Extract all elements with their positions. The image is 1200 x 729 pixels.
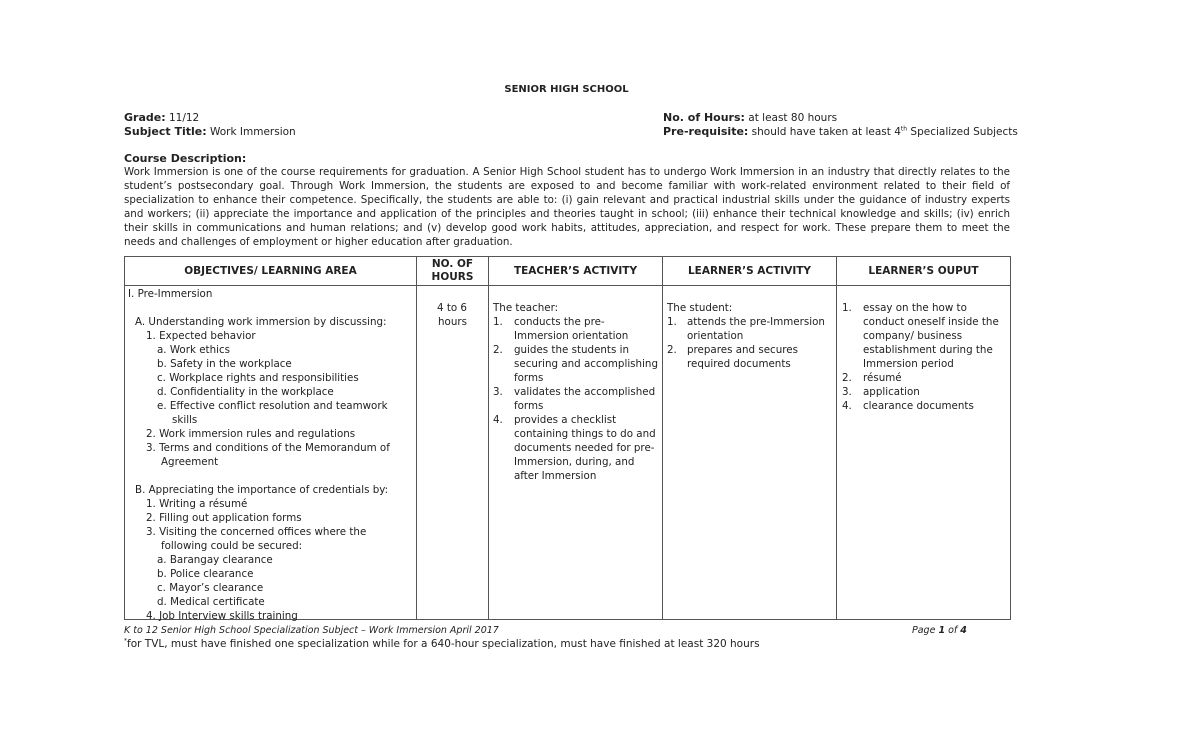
- table-row: [125, 286, 1011, 620]
- grade-row: [124, 111, 296, 125]
- teacher-line: provides a checklist: [514, 414, 617, 426]
- teacher-line: conducts the pre-: [514, 316, 605, 328]
- objective-line: b. Safety in the workplace: [157, 358, 292, 370]
- teacher-line: documents needed for pre-: [514, 442, 655, 454]
- output-line: Immersion period: [863, 358, 954, 370]
- teacher-line: containing things to do and: [514, 428, 656, 440]
- subject-value: Work Immersion: [209, 126, 296, 138]
- hours-line: 4 to 6: [437, 302, 467, 314]
- header-learner-output: LEARNER’S OUPUT: [837, 257, 1011, 286]
- teacher-activity-cell: [489, 286, 663, 620]
- objective-line: skills: [172, 414, 198, 426]
- prereq-row: [663, 125, 1018, 139]
- objective-line: a. Work ethics: [157, 344, 230, 356]
- learner-output-cell: [837, 286, 1011, 620]
- teacher-num: 4.: [493, 414, 503, 426]
- footer-left: K to 12 Senior High School Specialization Subject – Work Immersion April 2017: [124, 625, 499, 636]
- header-hours: NO. OF HOURS: [417, 257, 489, 286]
- learner-line: orientation: [687, 330, 744, 342]
- objective-line: 3. Terms and conditions of the Memorandum of: [146, 442, 390, 454]
- output-line: résumé: [863, 372, 902, 384]
- subject-label: Subject Title:: [124, 125, 207, 138]
- objective-line: d. Medical certificate: [157, 596, 265, 608]
- hours-label: No. of Hours:: [663, 111, 745, 124]
- prereq-sup: th: [900, 125, 908, 133]
- header-learner-activity: LEARNER’S ACTIVITY: [663, 257, 837, 286]
- learner-num: 1.: [667, 316, 677, 328]
- objective-line: 2. Work immersion rules and regulations: [146, 428, 356, 440]
- output-num: 1.: [842, 302, 852, 314]
- hours-line: hours: [438, 316, 467, 328]
- subject-row: [124, 125, 296, 139]
- grade-label: Grade:: [124, 111, 166, 124]
- course-description-text: Work Immersion is one of the course requirements for graduation. A Senior High School student has to undergo Work Immersion in an industry that directly relates to the student’s postsecondary goal. Through Work Immersion, the students are exposed to and become familiar with work-related environment related to their field of specialization to enhance their competence. Specifically, the students are able to: (i) gain relevant and practical industrial skills under the guidance of industry experts and workers; (ii) appreciate the importance and application of the principles and theories taught in school; (iii) enhance their technical knowledge and skills; (iv) enrich their skills in communications and human relations; and (v) develop good work habits, attitudes, appreciation, and respect for work. These prepare them to meet the needs and challenges of employment or higher education after graduation.: [124, 166, 1010, 248]
- objective-line: A. Understanding work immersion by discussing:: [135, 316, 387, 328]
- teacher-line: Immersion orientation: [514, 330, 629, 342]
- objective-line: 1. Writing a résumé: [146, 498, 248, 510]
- hours-cell: [417, 286, 489, 620]
- prereq-value: should have taken at least 4: [751, 126, 901, 138]
- objective-line: B. Appreciating the importance of credentials by:: [135, 484, 389, 496]
- objective-line: a. Barangay clearance: [157, 554, 273, 566]
- output-line: company/ business: [863, 330, 963, 342]
- page-indicator: [912, 624, 967, 638]
- teacher-line: after Immersion: [514, 470, 597, 482]
- table-header-row: [125, 257, 1011, 286]
- output-line: essay on the how to: [863, 302, 967, 314]
- objective-line: 3. Visiting the concerned offices where the: [146, 526, 367, 538]
- output-line: establishment during the: [863, 344, 993, 356]
- header-teacher-activity: TEACHER’S ACTIVITY: [489, 257, 663, 286]
- output-line: application: [863, 386, 920, 398]
- grade-value: 11/12: [168, 112, 200, 124]
- learner-activity-cell: [663, 286, 837, 620]
- page-label: Page: [912, 625, 939, 636]
- curriculum-table: [124, 256, 1011, 620]
- teacher-line: The teacher:: [493, 302, 559, 314]
- objective-line: 4. Job Interview skills training: [146, 610, 298, 622]
- hours-value: at least 80 hours: [748, 112, 838, 124]
- objective-line: e. Effective conflict resolution and teamwork: [157, 400, 388, 412]
- objective-line: I. Pre-Immersion: [128, 288, 213, 300]
- teacher-num: 2.: [493, 344, 503, 356]
- learner-line: prepares and secures: [687, 344, 798, 356]
- output-line: clearance documents: [863, 400, 974, 412]
- page-of: of: [945, 625, 961, 636]
- output-line: conduct oneself inside the: [863, 316, 999, 328]
- objective-line: d. Confidentiality in the workplace: [157, 386, 334, 398]
- learner-num: 2.: [667, 344, 677, 356]
- hours-row: [663, 111, 1018, 125]
- course-description-label: Course Description:: [124, 152, 247, 165]
- footnote: [124, 637, 760, 651]
- page-number: 1: [938, 625, 946, 636]
- objective-line: 2. Filling out application forms: [146, 512, 302, 524]
- objective-line: 1. Expected behavior: [146, 330, 256, 342]
- footnote-text: for TVL, must have finished one specialization while for a 640-hour specialization, must have finished at least 320 hours: [127, 638, 760, 650]
- teacher-line: guides the students in: [514, 344, 629, 356]
- objectives-cell: [125, 286, 417, 620]
- meta-left: [124, 111, 296, 139]
- prereq-label: Pre-requisite:: [663, 125, 749, 138]
- output-num: 2.: [842, 372, 852, 384]
- objective-line: c. Mayor’s clearance: [157, 582, 264, 594]
- document-title: SENIOR HIGH SCHOOL: [504, 84, 629, 95]
- teacher-num: 1.: [493, 316, 503, 328]
- output-num: 3.: [842, 386, 852, 398]
- prereq-value-post: Specialized Subjects: [907, 126, 1018, 138]
- teacher-line: validates the accomplished: [514, 386, 656, 398]
- teacher-line: forms: [514, 372, 544, 384]
- objective-line: b. Police clearance: [157, 568, 254, 580]
- header-objectives: OBJECTIVES/ LEARNING AREA: [125, 257, 417, 286]
- learner-line: attends the pre-Immersion: [687, 316, 825, 328]
- learner-line: required documents: [687, 358, 791, 370]
- teacher-num: 3.: [493, 386, 503, 398]
- objective-line: following could be secured:: [161, 540, 303, 552]
- objective-line: Agreement: [161, 456, 219, 468]
- teacher-line: Immersion, during, and: [514, 456, 635, 468]
- teacher-line: forms: [514, 400, 544, 412]
- footnote-marker: *: [124, 637, 127, 645]
- objective-line: c. Workplace rights and responsibilities: [157, 372, 359, 384]
- page-total: 4: [960, 625, 967, 636]
- learner-line: The student:: [667, 302, 733, 314]
- meta-right: [663, 111, 1018, 139]
- teacher-line: securing and accomplishing: [514, 358, 658, 370]
- output-num: 4.: [842, 400, 852, 412]
